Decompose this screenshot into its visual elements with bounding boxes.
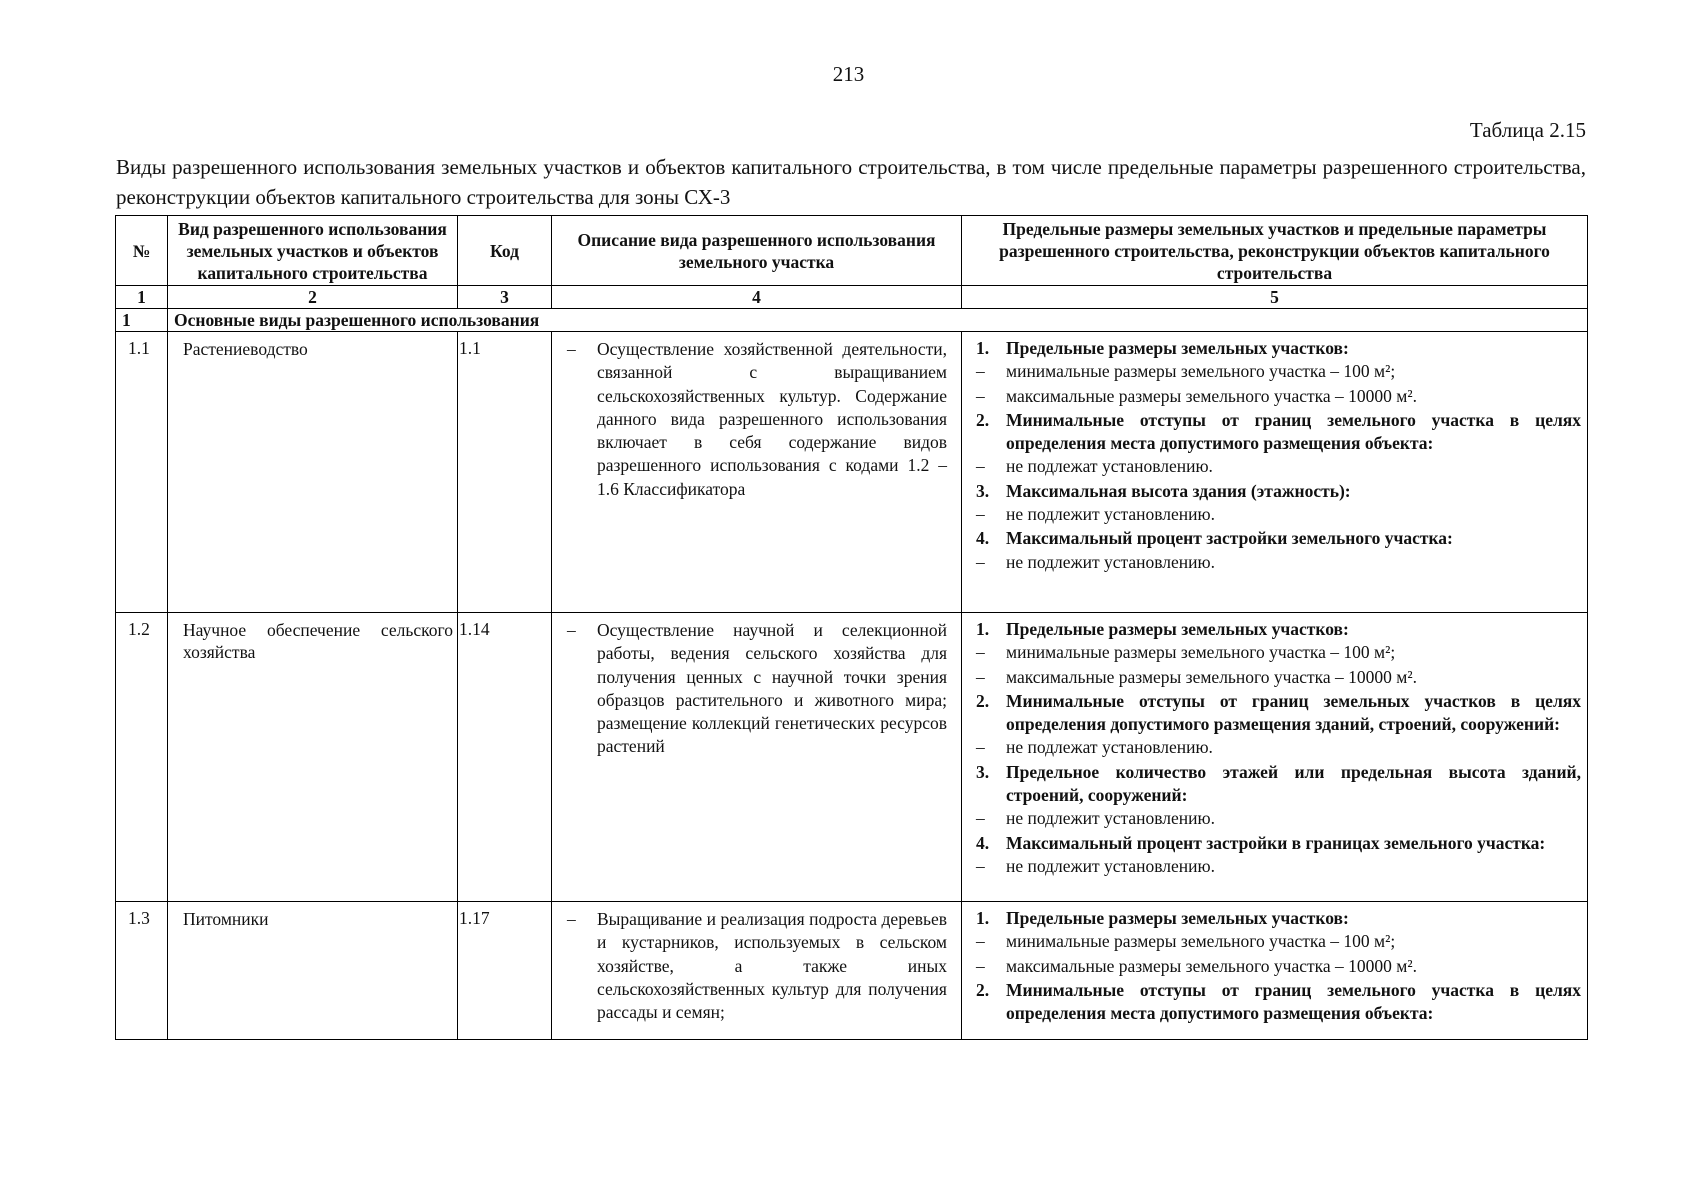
use-type-code: 1.1	[458, 332, 552, 613]
column-number: 5	[962, 286, 1588, 309]
limit-marker: 3.	[976, 480, 990, 501]
limit-marker: –	[976, 737, 985, 758]
section-title: Основные виды разрешенного использования	[168, 309, 1588, 332]
header-row	[116, 216, 1588, 286]
header-number: №	[116, 216, 168, 286]
limit-value	[976, 641, 1581, 664]
limit-value	[976, 855, 1581, 878]
table-label: Таблица 2.15	[1469, 118, 1586, 142]
limit-marker: 4.	[976, 832, 990, 853]
limit-heading	[976, 761, 1581, 808]
limit-text: Предельное количество этажей или предельная высота зданий, строений, сооружений:	[1006, 761, 1581, 806]
limit-text: Минимальные отступы от границ земельного участка в целях определения места допустимого размещения объекта:	[1006, 979, 1581, 1024]
limit-heading	[976, 690, 1581, 737]
description-text: Осуществление хозяйственной деятельности, связанной с выращиванием сельскохозяйственных культур. Содержание данного вида разрешенного использования включает в себя содержание видов разрешенного использования с кодами 1.2 – 1.6 Классификатора	[597, 339, 947, 499]
limit-text: не подлежит установлению.	[1006, 504, 1215, 525]
page-number: 213	[832, 62, 865, 86]
use-type-code: 1.17	[458, 902, 552, 1040]
limit-heading	[976, 618, 1581, 641]
use-description	[552, 902, 962, 1040]
limit-value	[976, 736, 1581, 759]
limit-marker: 2.	[976, 979, 990, 1000]
limit-text: максимальные размеры земельного участка – 10000 м².	[1006, 955, 1417, 976]
dash-marker: –	[567, 909, 576, 929]
use-type-code: 1.14	[458, 613, 552, 902]
dash-marker: –	[567, 339, 576, 359]
use-description	[552, 332, 962, 613]
limit-heading	[976, 979, 1581, 1026]
row-number: 1.2	[116, 613, 168, 902]
table-body	[116, 309, 1588, 1040]
column-number: 3	[458, 286, 552, 309]
limits-cell	[962, 902, 1588, 1040]
header-code: Код	[458, 216, 552, 286]
limit-marker: –	[976, 456, 985, 477]
section-number: 1	[116, 309, 168, 332]
row-number: 1.1	[116, 332, 168, 613]
limit-marker: –	[976, 551, 985, 572]
limit-text: Минимальные отступы от границ земельных участков в целях определения допустимого размещения зданий, строений, сооружений:	[1006, 690, 1581, 735]
limits-cell	[962, 332, 1588, 613]
header-limits: Предельные размеры земельных участков и предельные параметры разрешенного строительства, реконструкции объектов капитального строительства	[962, 216, 1588, 286]
limit-value	[976, 385, 1581, 408]
limit-marker: –	[976, 808, 985, 829]
description-text: Выращивание и реализация подроста деревьев и кустарников, используемых в сельском хозяйстве, а также иных сельскохозяйственных культур для получения рассады и семян;	[597, 909, 947, 1023]
limit-text: не подлежит установлению.	[1006, 551, 1215, 572]
limit-marker: –	[976, 855, 985, 876]
limit-value	[976, 807, 1581, 830]
description-item	[567, 908, 947, 1024]
limit-text: максимальные размеры земельного участка – 10000 м².	[1006, 666, 1417, 687]
limit-heading	[976, 907, 1581, 930]
zoning-table	[115, 215, 1588, 1040]
limit-text: Предельные размеры земельных участков:	[1006, 619, 1349, 639]
table-row	[116, 613, 1588, 902]
limit-text: минимальные размеры земельного участка – 100 м²;	[1006, 931, 1396, 952]
limit-marker: 2.	[976, 409, 990, 430]
column-number: 4	[552, 286, 962, 309]
limit-heading	[976, 337, 1581, 360]
limit-value	[976, 551, 1581, 574]
limit-heading	[976, 832, 1581, 855]
limit-value	[976, 955, 1581, 978]
column-number: 2	[168, 286, 458, 309]
limit-text: не подлежит установлению.	[1006, 808, 1215, 829]
limit-marker: 1.	[976, 908, 990, 928]
limit-text: Максимальный процент застройки земельного участка:	[1006, 528, 1453, 549]
limit-heading	[976, 409, 1581, 456]
limit-marker: –	[976, 361, 985, 382]
limit-marker: –	[976, 642, 985, 663]
header-use-type: Вид разрешенного использования земельных участков и объектов капитального строительства	[168, 216, 458, 286]
use-type-name: Питомники	[168, 902, 458, 1040]
limit-marker: –	[976, 385, 985, 406]
limit-value	[976, 503, 1581, 526]
limit-text: минимальные размеры земельного участка – 100 м²;	[1006, 642, 1396, 663]
limit-marker: 1.	[976, 338, 990, 358]
limit-text: Максимальная высота здания (этажность):	[1006, 480, 1351, 501]
use-type-name: Растениеводство	[168, 332, 458, 613]
description-text: Осуществление научной и селекционной работы, ведения сельского хозяйства для получения ценных с научной точки зрения образцов растительного и животного мира; размещение коллекций генетических ресурсов растений	[597, 620, 947, 757]
limit-text: Максимальный процент застройки в границах земельного участка:	[1006, 832, 1546, 853]
limit-value	[976, 455, 1581, 478]
table-row	[116, 332, 1588, 613]
limit-text: не подлежат установлению.	[1006, 737, 1213, 758]
limit-text: минимальные размеры земельного участка – 100 м²;	[1006, 361, 1396, 382]
use-description	[552, 613, 962, 902]
limit-marker: 2.	[976, 690, 990, 711]
limit-heading	[976, 527, 1581, 550]
description-item	[567, 619, 947, 759]
limit-marker: 4.	[976, 528, 990, 549]
table-caption: Виды разрешенного использования земельных участков и объектов капитального строительства, в том числе предельные параметры разрешенного строительства, реконструкции объектов капитального строительства для зоны СХ-3	[116, 155, 1586, 209]
table-row	[116, 902, 1588, 1040]
limit-text: не подлежат установлению.	[1006, 456, 1213, 477]
description-item	[567, 338, 947, 501]
limit-marker: –	[976, 504, 985, 525]
section-row	[116, 309, 1588, 332]
limit-value	[976, 666, 1581, 689]
row-number: 1.3	[116, 902, 168, 1040]
limit-text: Предельные размеры земельных участков:	[1006, 338, 1349, 358]
limit-marker: –	[976, 955, 985, 976]
header-description: Описание вида разрешенного использования земельного участка	[552, 216, 962, 286]
limit-text: Минимальные отступы от границ земельного участка в целях определения места допустимого размещения объекта:	[1006, 409, 1581, 454]
limit-marker: –	[976, 931, 985, 952]
limit-marker: 3.	[976, 761, 990, 782]
limit-marker: –	[976, 666, 985, 687]
limit-marker: 1.	[976, 619, 990, 639]
limits-cell	[962, 613, 1588, 902]
dash-marker: –	[567, 620, 576, 640]
limit-value	[976, 360, 1581, 383]
use-type-name: Научное обеспечение сельского хозяйства	[168, 613, 458, 902]
limit-text: Предельные размеры земельных участков:	[1006, 908, 1349, 928]
column-number-row	[116, 286, 1588, 309]
limit-text: не подлежит установлению.	[1006, 855, 1215, 876]
limit-value	[976, 930, 1581, 953]
limit-text: максимальные размеры земельного участка – 10000 м².	[1006, 385, 1417, 406]
column-number: 1	[116, 286, 168, 309]
limit-heading	[976, 480, 1581, 503]
